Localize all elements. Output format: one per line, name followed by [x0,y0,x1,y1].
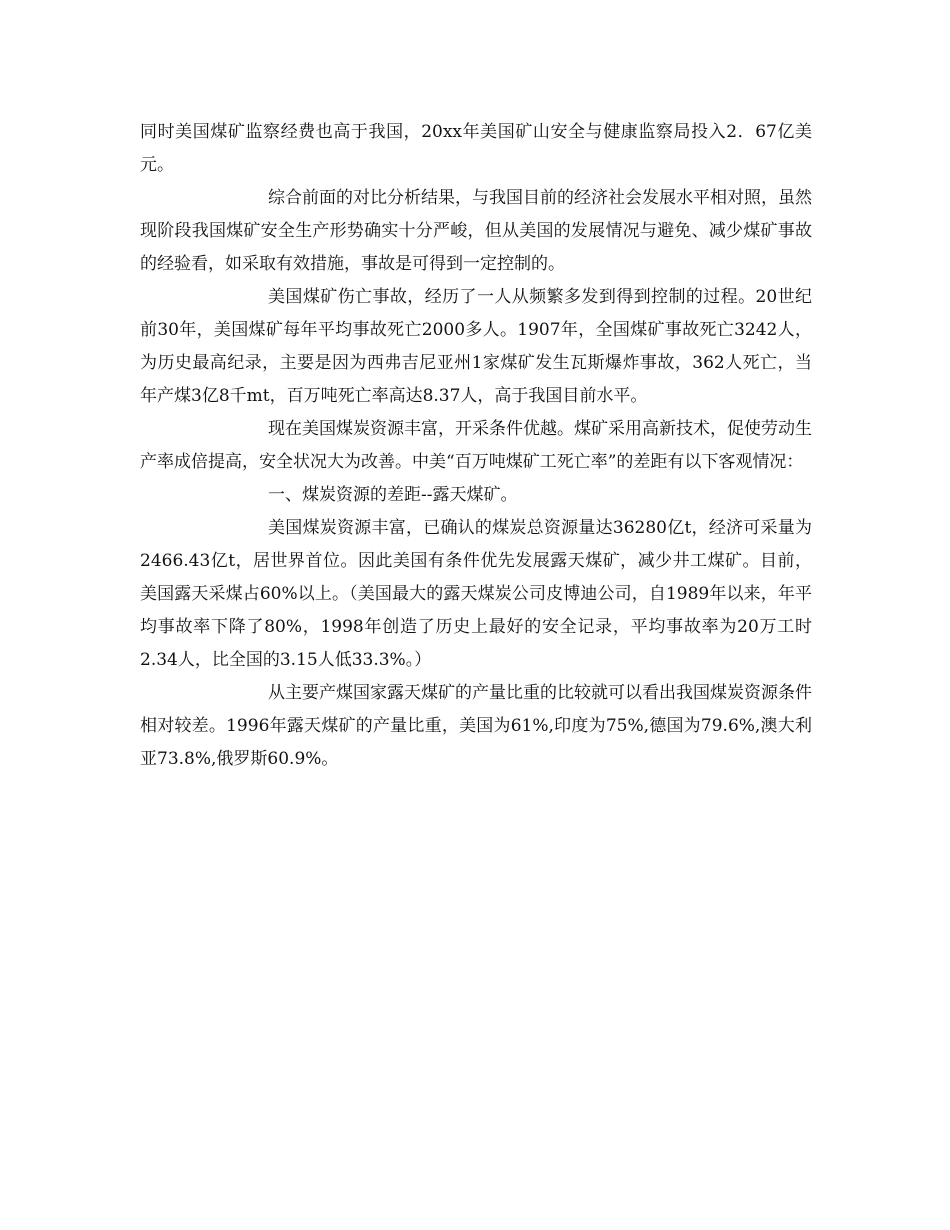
document-body [140,116,812,776]
paragraph-6: 从主要产煤国家露天煤矿的产量比重的比较就可以看出我国煤炭资源条件相对较差。1996年露天煤矿的产量比重，美国为61%,印度为75%,德国为79.6%,澳大利亚73.8%,俄罗斯60.9%。 [140,683,812,769]
paragraph-2: 综合前面的对比分析结果，与我国目前的经济社会发展水平相对照，虽然现阶段我国煤矿安全生产形势确实十分严峻，但从美国的发展情况与避免、减少煤矿事故的经验看，如采取有效措施，事故是可得到一定控制的。 [140,188,812,274]
paragraph-5: 美国煤炭资源丰富，已确认的煤炭总资源量达36280亿t，经济可采量为2466.43亿t，居世界首位。因此美国有条件优先发展露天煤矿，减少井工煤矿。目前，美国露天采煤占60%以上。（美国最大的露天煤炭公司皮博迪公司，自1989年以来，年平均事故率下降了80%，1998年创造了历史上最好的安全记录，平均事故率为20万工时2.34人，比全国的3.15人低33.3%。） [140,518,812,670]
paragraph-4: 现在美国煤炭资源丰富，开采条件优越。煤矿采用高新技术，促使劳动生产率成倍提高，安全状况大为改善。中美“百万吨煤矿工死亡率”的差距有以下客观情况： [140,419,812,472]
paragraph-1: 同时美国煤矿监察经费也高于我国，20xx年美国矿山安全与健康监察局投入2．67亿美元。 [140,122,812,175]
section-heading: 一、煤炭资源的差距--露天煤矿。 [268,485,518,505]
paragraph-3: 美国煤矿伤亡事故，经历了一人从频繁多发到得到控制的过程。20世纪前30年，美国煤矿每年平均事故死亡2000多人。1907年，全国煤矿事故死亡3242人，为历史最高纪录，主要是因为西弗吉尼亚州1家煤矿发生瓦斯爆炸事故，362人死亡，当年产煤3亿8千mt，百万吨死亡率高达8.37人，高于我国目前水平。 [140,287,812,406]
